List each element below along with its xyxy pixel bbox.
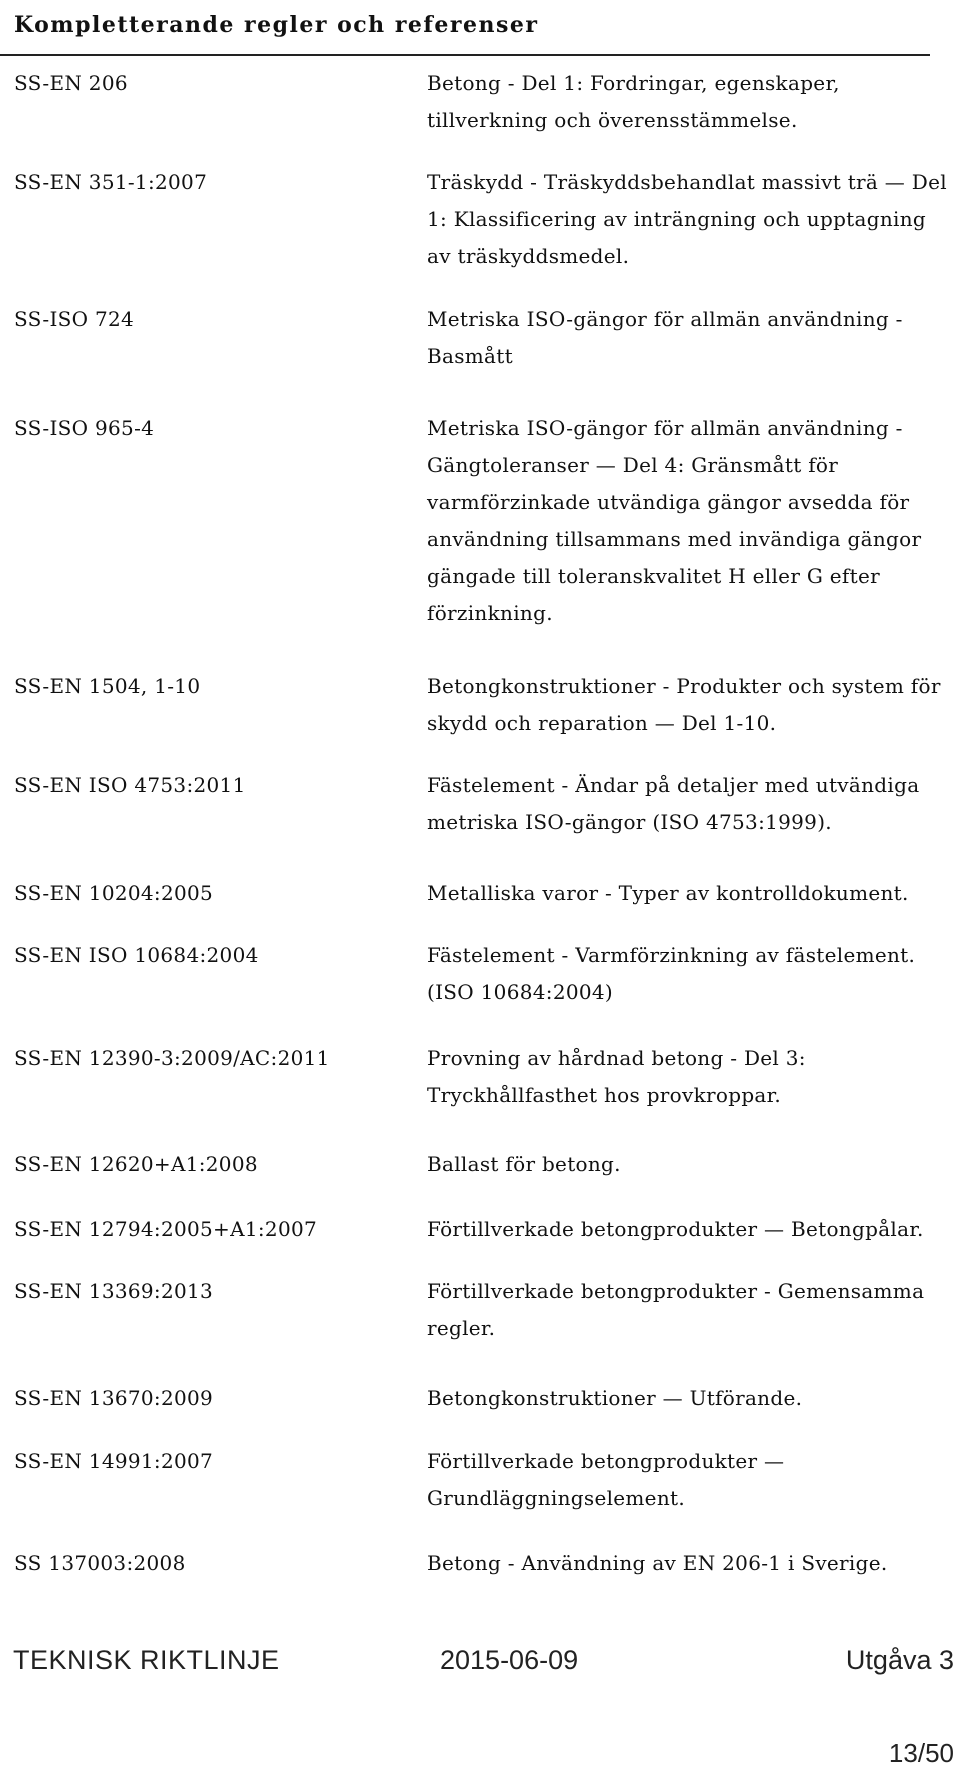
reference-code: SS-EN 14991:2007: [14, 1449, 214, 1473]
reference-code: SS-EN 1504, 1-10: [14, 674, 201, 698]
reference-code: SS-EN 206: [14, 71, 128, 95]
reference-code: SS-EN ISO 4753:2011: [14, 773, 246, 797]
reference-description: Betongkonstruktioner — Utförande.: [427, 1386, 803, 1410]
footer-document-label: TEKNISK RIKTLINJE: [13, 1645, 280, 1675]
reference-description: Fästelement - Ändar på detaljer med utvändiga metriska ISO-gängor (ISO 4753:1999).: [427, 773, 920, 834]
reference-code: SS-ISO 965-4: [14, 416, 155, 440]
reference-description: Träskydd - Träskyddsbehandlat massivt trä — Del 1: Klassificering av inträngning och upptagning av träskyddsmedel.: [427, 170, 947, 268]
reference-code: SS-ISO 724: [14, 307, 135, 331]
reference-code: SS 137003:2008: [14, 1551, 186, 1575]
reference-description: Betong - Del 1: Fordringar, egenskaper, tillverkning och överensstämmelse.: [427, 71, 840, 132]
reference-description: Fästelement - Varmförzinkning av fästelement. (ISO 10684:2004): [427, 943, 916, 1004]
reference-code: SS-EN 12620+A1:2008: [14, 1152, 258, 1176]
reference-description: Metriska ISO-gängor för allmän användning - Basmått: [427, 307, 903, 368]
reference-description: Ballast för betong.: [427, 1152, 621, 1176]
page-number: 13/50: [888, 1738, 954, 1768]
reference-description: Förtillverkade betongprodukter — Grundläggningselement.: [427, 1449, 785, 1510]
reference-description: Provning av hårdnad betong - Del 3: Tryckhållfasthet hos provkroppar.: [427, 1046, 806, 1107]
reference-code: SS-EN 10204:2005: [14, 881, 214, 905]
reference-description: Betong - Användning av EN 206-1 i Sverige.: [427, 1551, 888, 1575]
footer-date: 2015-06-09: [440, 1645, 579, 1675]
reference-code: SS-EN 351-1:2007: [14, 170, 208, 194]
reference-description: Metriska ISO-gängor för allmän användning - Gängtoleranser — Del 4: Gränsmått för varmförzinkade utvändiga gängor avsedda för användning tillsammans med invändiga gängor gängade till toleranskvalitet H eller G efter förzinkning.: [427, 416, 922, 625]
section-title: Kompletterande regler och referenser: [14, 12, 539, 38]
footer-edition: Utgåva 3: [845, 1645, 954, 1675]
reference-code: SS-EN ISO 10684:2004: [14, 943, 259, 967]
reference-code: SS-EN 12794:2005+A1:2007: [14, 1217, 318, 1241]
reference-description: Förtillverkade betongprodukter - Gemensamma regler.: [427, 1279, 925, 1340]
reference-description: Förtillverkade betongprodukter — Betongpålar.: [427, 1217, 924, 1241]
reference-code: SS-EN 13670:2009: [14, 1386, 214, 1410]
reference-code: SS-EN 13369:2013: [14, 1279, 214, 1303]
reference-description: Betongkonstruktioner - Produkter och system för skydd och reparation — Del 1-10.: [427, 674, 941, 735]
reference-description: Metalliska varor - Typer av kontrolldokument.: [427, 881, 909, 905]
reference-code: SS-EN 12390-3:2009/AC:2011: [14, 1046, 330, 1070]
